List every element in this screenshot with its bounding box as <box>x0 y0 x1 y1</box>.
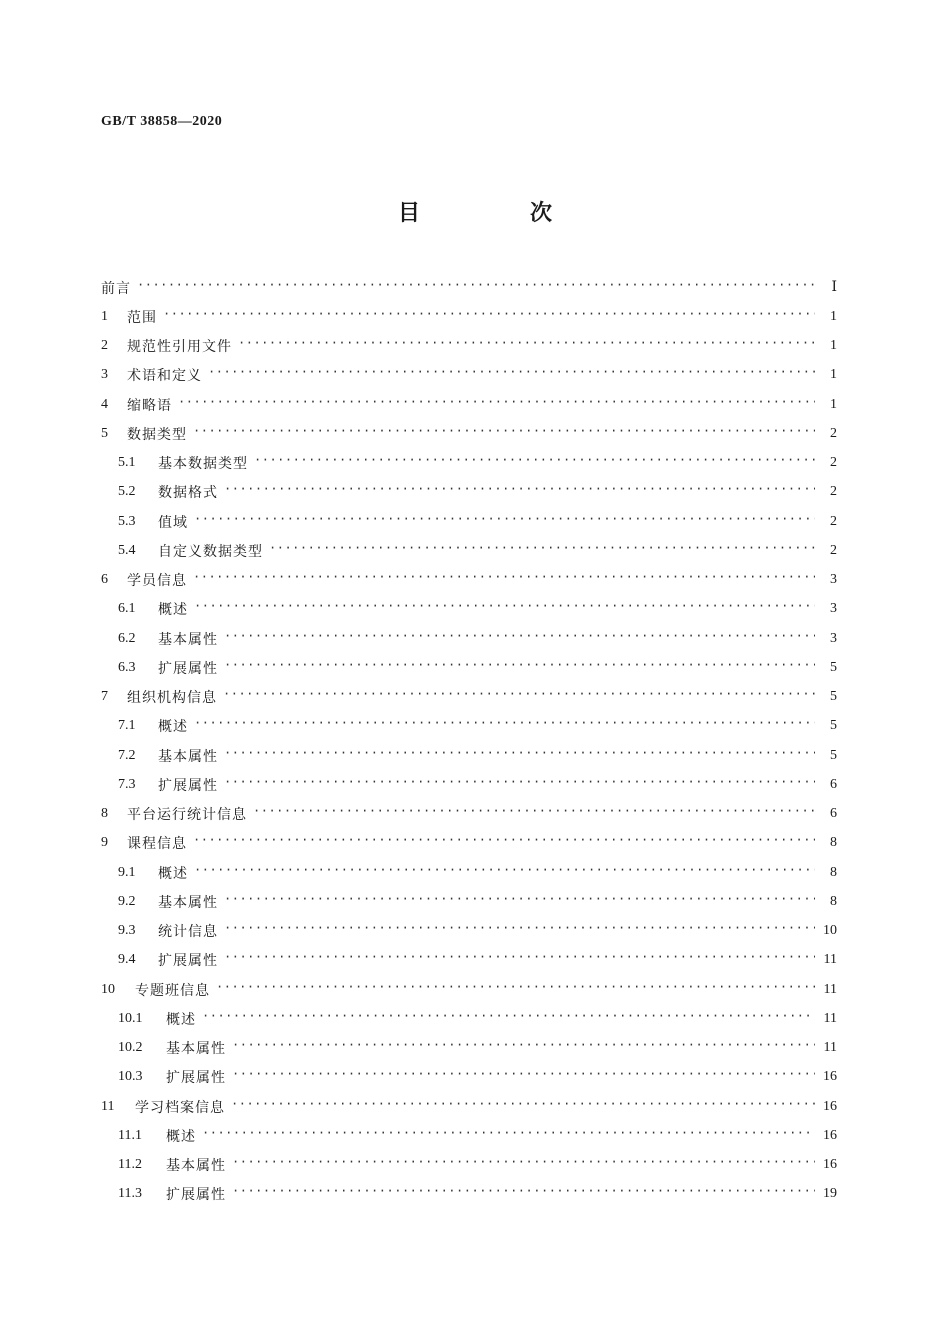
toc-entry[interactable] <box>101 741 837 770</box>
toc-entry-page: 16 <box>823 1157 837 1173</box>
toc-entry-number: 5.2 <box>118 484 136 500</box>
toc-entry-number: 7 <box>101 689 108 705</box>
toc-entry-label: 前言 <box>101 280 131 297</box>
toc-entry-page: 5 <box>830 689 837 705</box>
toc-entry-page: 11 <box>823 981 837 997</box>
toc-dot-leader <box>254 456 815 470</box>
toc-entry-label: 概述 <box>158 865 188 882</box>
toc-entry-number: 11.3 <box>118 1186 142 1202</box>
toc-entry-label: 扩展属性 <box>158 953 218 970</box>
toc-entry-label: 课程信息 <box>127 836 187 853</box>
toc-entry-label: 专题班信息 <box>135 982 210 999</box>
toc-entry-number: 10.3 <box>118 1069 143 1085</box>
toc-entry-label: 术语和定义 <box>127 368 202 385</box>
toc-entry-page: 19 <box>823 1186 837 1202</box>
toc-dot-leader <box>224 632 815 646</box>
toc-entry-page: 2 <box>830 425 837 441</box>
toc-dot-leader <box>193 427 815 441</box>
toc-entry-label: 基本属性 <box>158 748 218 765</box>
toc-dot-leader <box>163 310 815 324</box>
toc-entry[interactable] <box>101 1063 837 1092</box>
standard-code: GB/T 38858—2020 <box>101 114 223 129</box>
toc-entry-number: 1 <box>101 308 108 324</box>
toc-entry-number: 10.2 <box>118 1040 143 1056</box>
toc-entry-page: 11 <box>823 1040 837 1056</box>
toc-entry[interactable] <box>101 536 837 565</box>
toc-entry-page: 11 <box>823 952 837 968</box>
toc-dot-leader <box>178 398 815 412</box>
toc-dot-leader <box>193 836 815 850</box>
toc-entry-page: 1 <box>830 308 837 324</box>
toc-entry-number: 11 <box>101 1098 115 1114</box>
toc-entry[interactable] <box>101 653 837 682</box>
page-title: 目 次 <box>397 201 596 226</box>
toc-entry-page: 16 <box>823 1098 837 1114</box>
toc-entry-number: 7.2 <box>118 747 136 763</box>
toc-entry-number: 5 <box>101 425 108 441</box>
toc-entry-page: 5 <box>830 659 837 675</box>
toc-dot-leader <box>202 1129 815 1143</box>
toc-entry-number: 9.1 <box>118 864 136 880</box>
toc-entry[interactable] <box>101 566 837 595</box>
toc-entry-label: 学习档案信息 <box>135 1099 225 1116</box>
toc-entry-page: 11 <box>823 1010 837 1026</box>
toc-dot-leader <box>232 1158 815 1172</box>
toc-entry-label: 扩展属性 <box>166 1070 226 1087</box>
toc-dot-leader <box>202 1012 815 1026</box>
toc-dot-leader <box>194 602 815 616</box>
toc-entry-page: 3 <box>830 572 837 588</box>
toc-dot-leader <box>224 953 815 967</box>
toc-entry[interactable] <box>101 946 837 975</box>
toc-entry-number: 11.2 <box>118 1157 142 1173</box>
toc-entry-number: 9.2 <box>118 893 136 909</box>
toc-entry-label: 缩略语 <box>127 397 172 414</box>
toc-entry-page: 16 <box>823 1127 837 1143</box>
toc-entry[interactable] <box>101 419 837 448</box>
toc-entry[interactable] <box>101 302 837 331</box>
toc-entry[interactable] <box>101 1092 837 1121</box>
toc-entry-page: 10 <box>823 923 837 939</box>
toc-entry-label: 值域 <box>158 514 188 531</box>
toc-entry-label: 规范性引用文件 <box>127 339 232 356</box>
toc-entry-page: 5 <box>830 747 837 763</box>
toc-dot-leader <box>216 983 815 997</box>
toc-entry[interactable] <box>101 1034 837 1063</box>
toc-dot-leader <box>137 281 815 295</box>
toc-entry-page: 8 <box>830 893 837 909</box>
toc-entry[interactable] <box>101 887 837 916</box>
toc-entry[interactable] <box>101 507 837 536</box>
toc-entry-number: 10 <box>101 981 115 997</box>
toc-dot-leader <box>253 807 815 821</box>
toc-entry[interactable] <box>101 1151 837 1180</box>
toc-entry-number: 5.4 <box>118 542 136 558</box>
toc-entry-number: 7.1 <box>118 718 136 734</box>
toc-entry-number: 8 <box>101 806 108 822</box>
toc-entry[interactable] <box>101 770 837 799</box>
toc-entry-number: 6.2 <box>118 630 136 646</box>
toc-entry-label: 基本属性 <box>166 1041 226 1058</box>
toc-entry[interactable] <box>101 332 837 361</box>
toc-entry-label: 数据类型 <box>127 426 187 443</box>
toc-entry-page: 5 <box>830 718 837 734</box>
toc-dot-leader <box>269 544 815 558</box>
toc-entry[interactable] <box>101 361 837 390</box>
toc-dot-leader <box>224 749 815 763</box>
toc-entry[interactable] <box>101 273 837 302</box>
toc-entry-number: 5.3 <box>118 513 136 529</box>
toc-entry-label: 基本属性 <box>158 894 218 911</box>
toc-entry-number: 10.1 <box>118 1010 143 1026</box>
toc-entry[interactable] <box>101 1180 837 1209</box>
toc-dot-leader <box>232 1187 815 1201</box>
toc-entry-page: 2 <box>830 484 837 500</box>
toc-entry[interactable] <box>101 449 837 478</box>
toc-entry-page: 8 <box>830 835 837 851</box>
toc-entry-label: 基本属性 <box>166 1158 226 1175</box>
toc-entry-page: Ⅰ <box>831 280 837 296</box>
toc-dot-leader <box>232 1070 815 1084</box>
toc-entry-label: 数据格式 <box>158 485 218 502</box>
toc-entry-number: 2 <box>101 338 108 354</box>
toc-dot-leader <box>208 368 815 382</box>
toc-entry-number: 3 <box>101 367 108 383</box>
toc-entry[interactable] <box>101 858 837 887</box>
toc-entry-label: 统计信息 <box>158 924 218 941</box>
toc-entry-page: 8 <box>830 864 837 880</box>
toc-entry-number: 5.1 <box>118 455 136 471</box>
toc-dot-leader <box>223 690 815 704</box>
toc-entry-page: 3 <box>830 601 837 617</box>
toc-entry-page: 1 <box>830 396 837 412</box>
toc-entry-number: 11.1 <box>118 1127 142 1143</box>
toc-entry[interactable] <box>101 829 837 858</box>
toc-entry-label: 范围 <box>127 309 157 326</box>
toc-entry[interactable] <box>101 1121 837 1150</box>
toc-entry-label: 组织机构信息 <box>127 690 217 707</box>
toc-entry-page: 1 <box>830 338 837 354</box>
toc-entry[interactable] <box>101 595 837 624</box>
toc-entry-number: 4 <box>101 396 108 412</box>
toc-dot-leader <box>231 1100 815 1114</box>
toc-entry-page: 2 <box>830 513 837 529</box>
toc-entry-label: 概述 <box>166 1128 196 1145</box>
toc-dot-leader <box>194 719 815 733</box>
toc-entry[interactable] <box>101 390 837 419</box>
toc-entry-label: 扩展属性 <box>158 660 218 677</box>
table-of-contents <box>101 273 837 1209</box>
toc-entry[interactable] <box>101 800 837 829</box>
toc-entry-label: 概述 <box>166 1011 196 1028</box>
toc-dot-leader <box>224 895 815 909</box>
toc-dot-leader <box>193 573 815 587</box>
toc-entry-page: 16 <box>823 1069 837 1085</box>
toc-entry-number: 9.3 <box>118 923 136 939</box>
toc-entry-page: 2 <box>830 455 837 471</box>
toc-entry-label: 概述 <box>158 719 188 736</box>
toc-entry-label: 基本数据类型 <box>158 456 248 473</box>
toc-dot-leader <box>224 661 815 675</box>
toc-entry-number: 9 <box>101 835 108 851</box>
toc-dot-leader <box>224 924 815 938</box>
toc-entry-page: 2 <box>830 542 837 558</box>
toc-entry-label: 概述 <box>158 602 188 619</box>
toc-entry-page: 6 <box>830 776 837 792</box>
toc-entry[interactable] <box>101 712 837 741</box>
toc-entry-label: 学员信息 <box>127 573 187 590</box>
toc-entry[interactable] <box>101 1004 837 1033</box>
toc-entry[interactable] <box>101 683 837 712</box>
toc-dot-leader <box>224 778 815 792</box>
toc-entry-page: 1 <box>830 367 837 383</box>
toc-entry-label: 扩展属性 <box>166 1187 226 1204</box>
toc-entry[interactable] <box>101 478 837 507</box>
toc-entry-label: 平台运行统计信息 <box>127 807 247 824</box>
toc-entry[interactable] <box>101 975 837 1004</box>
toc-entry-label: 基本属性 <box>158 631 218 648</box>
toc-dot-leader <box>232 1041 815 1055</box>
toc-entry-page: 6 <box>830 806 837 822</box>
toc-entry-number: 9.4 <box>118 952 136 968</box>
toc-entry-label: 自定义数据类型 <box>158 543 263 560</box>
toc-dot-leader <box>194 866 815 880</box>
toc-entry-number: 6.1 <box>118 601 136 617</box>
toc-entry-label: 扩展属性 <box>158 777 218 794</box>
toc-entry-number: 6.3 <box>118 659 136 675</box>
toc-dot-leader <box>238 339 815 353</box>
toc-entry-number: 7.3 <box>118 776 136 792</box>
toc-entry-page: 3 <box>830 630 837 646</box>
toc-entry-number: 6 <box>101 572 108 588</box>
toc-entry[interactable] <box>101 624 837 653</box>
toc-dot-leader <box>224 485 815 499</box>
toc-dot-leader <box>194 515 815 529</box>
toc-entry[interactable] <box>101 917 837 946</box>
